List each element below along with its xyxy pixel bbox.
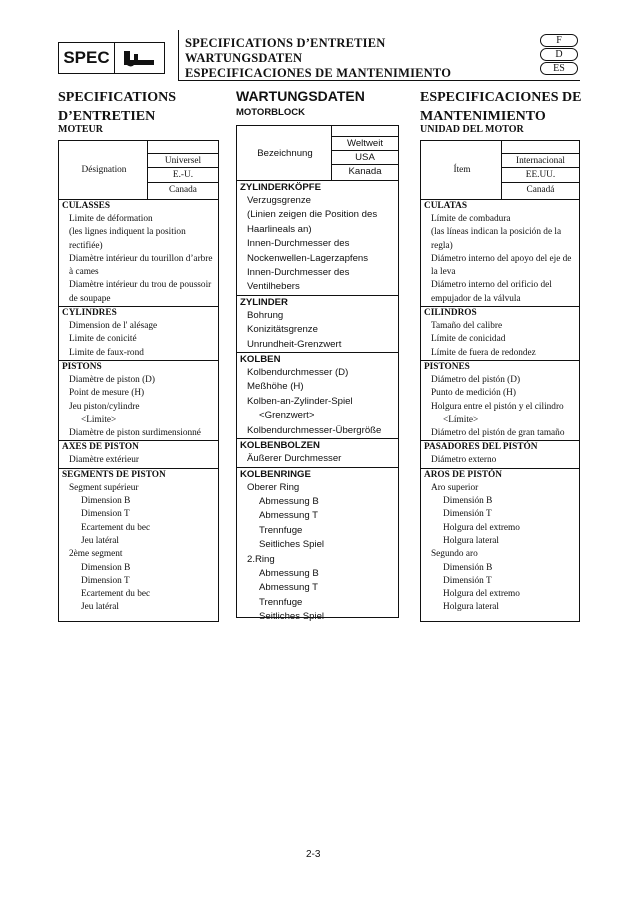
table-row: Abmessung T	[259, 510, 319, 522]
de-heading: WARTUNGSDATEN	[236, 88, 365, 104]
table-row: Abmessung B	[259, 495, 319, 507]
section-title: PISTONES	[424, 361, 470, 372]
table-row: Innen-Durchmesser des Nockenwellen-Lagerzapfens	[247, 238, 369, 264]
header-divider	[178, 30, 179, 80]
es-spec-table	[420, 140, 580, 622]
table-row: Diamètre intérieur du trou de poussoir de soupape	[69, 280, 212, 304]
es-col-header: Canadá	[526, 185, 555, 195]
table-row: Oberer Ring	[247, 481, 300, 493]
section-title: KOLBENBOLZEN	[240, 440, 320, 452]
table-row: Limite de conicité	[69, 334, 137, 345]
table-row: Jeu latéral	[81, 535, 119, 546]
table-section	[59, 307, 218, 361]
title-fr: SPECIFICATIONS D’ENTRETIEN	[185, 36, 386, 50]
table-row: Abmessung B	[259, 567, 319, 579]
table-row: Diámetro del pistón (D)	[431, 374, 521, 385]
section-title: CYLINDRES	[62, 308, 117, 319]
table-section	[237, 439, 398, 467]
table-row: Trennfuge	[259, 596, 303, 608]
table-row: Ecartement du bec	[81, 589, 151, 600]
lang-badge-f: F	[540, 34, 578, 47]
table-row: Limite de déformation	[69, 214, 153, 224]
page-number: 2-3	[306, 849, 321, 860]
table-row: Límite de fuera de redondez	[431, 347, 536, 358]
spec-label: SPEC	[59, 43, 115, 73]
de-col-header: USA	[332, 151, 398, 166]
table-row: Límite de conicidad	[431, 334, 506, 345]
fr-col-header: Universel	[148, 153, 218, 168]
es-col-designation: Ítem	[453, 165, 471, 175]
table-row: Konizitätsgrenze	[247, 324, 318, 336]
table-row: Kolbendurchmesser-Übergröße	[247, 424, 382, 436]
table-row: (las líneas indican la posición de la regla)	[431, 227, 562, 251]
title-de: WARTUNGSDATEN	[185, 51, 303, 65]
table-row: Segundo aro	[431, 549, 478, 560]
fr-col-header: E.-U.	[148, 168, 218, 183]
de-table-header	[237, 126, 398, 181]
es-table-body	[421, 200, 579, 615]
table-section	[421, 361, 579, 441]
section-title: CULATAS	[424, 201, 468, 211]
table-section	[59, 200, 218, 307]
table-row: Holgura del extremo	[443, 589, 520, 600]
de-subheading: MOTORBLOCK	[236, 107, 305, 118]
section-title: AXES DE PISTON	[62, 442, 139, 453]
table-section	[237, 353, 398, 439]
table-row: (les lignes indiquent la position rectifiée)	[69, 227, 186, 251]
fr-table-body	[59, 200, 218, 615]
fr-col-header: Canada	[169, 185, 197, 195]
de-col-header: Kanada	[348, 166, 382, 178]
section-title: ZYLINDERKÖPFE	[240, 182, 322, 193]
table-row: Innen-Durchmesser des Ventilhebers	[247, 267, 350, 293]
section-title: PISTONS	[62, 361, 102, 372]
table-row: Abmessung T	[259, 582, 319, 594]
title-es: ESPECIFICACIONES DE MANTENIMIENTO	[185, 66, 452, 80]
table-row: Diamètre de piston (D)	[69, 374, 155, 385]
table-row: Holgura lateral	[443, 602, 500, 613]
table-row: Dimension B	[81, 496, 131, 507]
table-row: Dimensión B	[443, 496, 493, 507]
table-row: Kolbendurchmesser (D)	[247, 367, 349, 379]
fr-col-designation: Désignation	[81, 165, 127, 175]
table-section	[237, 296, 398, 353]
table-section	[237, 181, 398, 296]
table-row: Diámetro interno del orificio del empujador de la válvula	[431, 280, 552, 304]
fr-subheading: MOTEUR	[58, 124, 103, 135]
table-row: Seitliches Spiel	[259, 611, 325, 623]
table-row: Jeu latéral	[81, 602, 119, 613]
table-row: Dimensión T	[443, 509, 492, 520]
section-title: PASADORES DEL PISTÓN	[424, 442, 538, 453]
table-row: Holgura del extremo	[443, 522, 520, 533]
table-row: Segment supérieur	[69, 482, 139, 493]
section-title: AROS DE PISTÓN	[424, 469, 503, 480]
table-row: Holgura entre el pistón y el cilindro	[431, 401, 564, 412]
table-row: Punto de medición (H)	[431, 388, 516, 399]
es-col-header: Internacional	[502, 153, 579, 168]
section-title: KOLBENRINGE	[240, 468, 311, 480]
table-row: Dimension T	[81, 575, 130, 586]
table-row: <Límite>	[443, 414, 479, 425]
table-row: Tamaño del calibre	[431, 321, 503, 332]
es-heading: ESPECIFICACIONES DE MANTENIMIENTO	[420, 90, 582, 124]
table-row: Diámetro interno del apoyo del eje de la leva	[431, 253, 572, 278]
table-row: Bohrung	[247, 309, 284, 321]
table-row: (Linien zeigen die Position des Haarlineals an)	[247, 209, 378, 235]
table-section	[421, 469, 579, 615]
section-title: SEGMENTS DE PISTON	[62, 469, 166, 480]
table-section	[421, 441, 579, 468]
table-row: Dimension T	[81, 509, 130, 520]
de-col-header: Weltweit	[332, 136, 398, 151]
es-subheading: UNIDAD DEL MOTOR	[420, 124, 524, 135]
table-section	[59, 361, 218, 441]
table-row: Límite de combadura	[431, 214, 511, 224]
table-row: Verzugsgrenze	[247, 195, 311, 206]
de-spec-table	[236, 125, 399, 623]
table-row: Diamètre de piston surdimensionné	[69, 428, 201, 439]
section-title: CULASSES	[62, 201, 111, 211]
spec-badge	[58, 42, 165, 74]
header-rule	[178, 80, 580, 81]
de-table-body	[237, 181, 398, 625]
table-row: 2.Ring	[247, 553, 275, 565]
table-row: 2ème segment	[69, 549, 123, 560]
section-title: CILINDROS	[424, 308, 477, 319]
page-title	[185, 36, 451, 81]
table-row: Diamètre extérieur	[69, 455, 139, 466]
de-col-designation: Bezeichnung	[257, 147, 313, 159]
table-row: <Grenzwert>	[259, 410, 315, 422]
table-row: Meßhöhe (H)	[247, 381, 304, 393]
table-section	[59, 469, 218, 615]
section-title: ZYLINDER	[240, 296, 288, 308]
fr-table-header	[59, 141, 218, 200]
table-row: Jeu piston/cylindre	[69, 401, 140, 412]
table-row: <Limite>	[81, 414, 117, 425]
fr-heading: SPECIFICATIONS D’ENTRETIEN	[58, 90, 176, 124]
table-row: Dimensión B	[443, 562, 493, 573]
table-section	[421, 307, 579, 361]
es-col-header: EE.UU.	[502, 168, 579, 183]
table-section	[237, 468, 398, 625]
table-row: Trennfuge	[259, 524, 303, 536]
table-row: Äußerer Durchmesser	[247, 453, 342, 465]
section-title: KOLBEN	[240, 354, 281, 366]
table-row: Point de mesure (H)	[69, 388, 145, 399]
table-row: Dimension de l' alésage	[69, 321, 158, 332]
table-row: Kolben-an-Zylinder-Spiel	[247, 395, 353, 407]
table-row: Aro superior	[431, 482, 479, 493]
table-row: Limite de faux-rond	[69, 347, 144, 358]
table-row: Unrundheit-Grenzwert	[247, 338, 342, 350]
lang-badge-es: ES	[540, 62, 578, 75]
table-row: Ecartement du bec	[81, 522, 151, 533]
table-row: Seitliches Spiel	[259, 539, 325, 551]
table-section	[59, 441, 218, 468]
wrench-icon	[115, 43, 164, 73]
table-row: Holgura lateral	[443, 535, 500, 546]
table-row: Dimension B	[81, 562, 131, 573]
es-table-header	[421, 141, 579, 200]
table-section	[421, 200, 579, 307]
table-row: Dimensión T	[443, 575, 492, 586]
lang-badge-d: D	[540, 48, 578, 61]
fr-spec-table	[58, 140, 219, 622]
table-row: Diámetro externo	[431, 455, 497, 466]
table-row: Diámetro del pistón de gran tamaño	[431, 428, 565, 439]
table-row: Diamètre intérieur du tourillon d’arbre à cames	[69, 253, 213, 278]
